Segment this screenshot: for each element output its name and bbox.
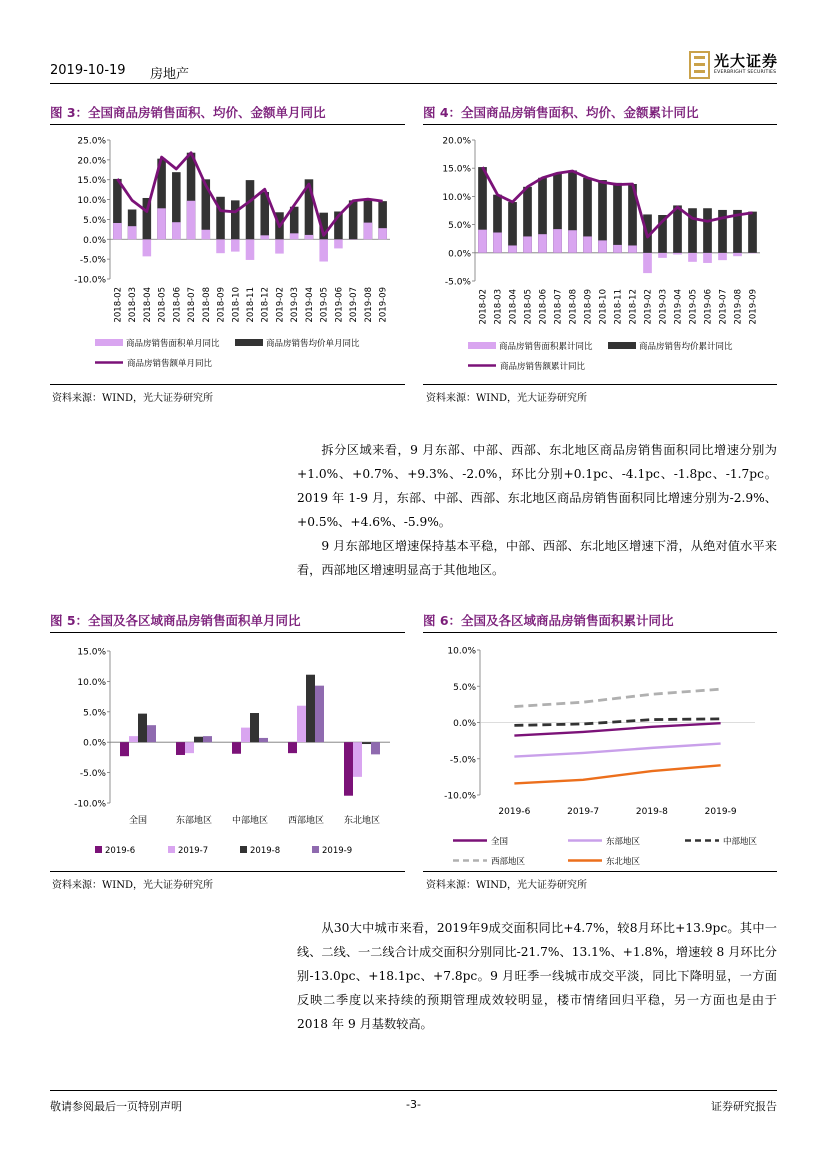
fig4-x-tick-label: 2018-09 xyxy=(583,289,594,325)
fig4-bar xyxy=(583,236,592,252)
fig6-x-tick-label: 2019-6 xyxy=(498,807,531,817)
fig5-legend-swatch xyxy=(240,846,247,853)
fig5-y-tick-label: -10.0% xyxy=(74,799,106,810)
figure5-chart xyxy=(50,636,405,872)
figure3-bottom-rule xyxy=(50,384,405,385)
fig3-x-tick-label: 2018-07 xyxy=(187,287,198,323)
figure4-chart xyxy=(423,128,777,383)
fig3-bar xyxy=(246,180,255,239)
fig6-line-series xyxy=(514,744,720,757)
fig3-y-tick-label: -10.0% xyxy=(74,275,106,286)
fig3-x-tick-label: 2018-10 xyxy=(231,287,242,323)
fig6-x-tick-label: 2019-9 xyxy=(704,807,737,817)
fig5-legend-label: 2019-9 xyxy=(322,846,353,856)
fig3-bar xyxy=(334,239,343,248)
fig4-x-tick-label: 2019-04 xyxy=(673,289,684,325)
fig5-legend-swatch xyxy=(95,846,102,853)
fig5-bar xyxy=(362,742,371,744)
fig3-x-tick-label: 2018-11 xyxy=(246,287,256,323)
logo-mark-icon xyxy=(689,51,711,79)
fig3-bar xyxy=(172,222,181,239)
fig4-bar xyxy=(748,212,757,253)
fig3-bar xyxy=(143,239,152,256)
fig4-bar xyxy=(658,253,667,258)
fig5-bar xyxy=(120,742,129,756)
fig4-bar xyxy=(508,245,517,252)
fig5-y-tick-label: 0.0% xyxy=(83,738,106,749)
fig4-y-tick-label: 20.0% xyxy=(442,136,471,147)
fig3-bar xyxy=(113,223,122,239)
fig4-x-tick-label: 2018-11 xyxy=(613,289,624,325)
fig6-legend-label: 西部地区 xyxy=(491,857,526,867)
fig3-bar xyxy=(275,239,284,253)
fig4-x-tick-label: 2018-02 xyxy=(478,289,489,325)
fig4-bar xyxy=(568,230,577,253)
fig3-bar xyxy=(246,239,255,260)
fig3-bar xyxy=(290,233,299,239)
fig4-bar xyxy=(643,253,652,273)
fig5-x-tick-label: 中部地区 xyxy=(231,816,269,826)
fig3-y-tick-label: 25.0% xyxy=(77,136,106,147)
fig4-bar xyxy=(673,205,682,252)
fig4-bar xyxy=(493,232,502,252)
fig3-bar xyxy=(202,230,211,240)
fig3-bar xyxy=(216,239,225,253)
fig3-x-tick-label: 2019-07 xyxy=(349,287,360,323)
fig6-line-series xyxy=(514,765,720,783)
fig3-bar xyxy=(260,235,269,239)
report-sector: 房地产 xyxy=(150,67,190,82)
fig3-bar xyxy=(157,208,166,239)
fig5-bar xyxy=(288,742,297,753)
page-number: -3- xyxy=(406,1098,421,1111)
fig3-y-tick-label: 20.0% xyxy=(77,156,106,167)
paragraph-regional-summary: 9 月东部地区增速保持基本平稳，中部、西部、东北地区增速下滑，从绝对值水平来看，西部地区增速明显高于其他地区。 xyxy=(297,539,777,577)
figure6-bottom-rule xyxy=(423,871,777,872)
fig4-bar xyxy=(628,245,637,252)
fig3-bar xyxy=(128,226,137,239)
fig5-bar xyxy=(185,742,194,753)
fig3-bar xyxy=(305,235,314,239)
fig3-legend-swatch xyxy=(235,339,263,346)
fig3-y-tick-label: 10.0% xyxy=(77,196,106,207)
fig5-bar xyxy=(250,713,259,742)
figure3-title: 图 3：全国商品房销售面积、均价、金额单月同比 xyxy=(50,105,326,120)
fig4-bar xyxy=(688,253,697,262)
fig4-legend-swatch xyxy=(608,342,636,349)
fig6-legend-label: 东部地区 xyxy=(606,837,641,847)
fig3-x-tick-label: 2019-09 xyxy=(378,287,389,323)
fig5-legend-swatch xyxy=(168,846,175,853)
fig3-bar xyxy=(378,228,387,239)
fig4-x-tick-label: 2019-08 xyxy=(733,289,744,325)
fig5-legend-label: 2019-8 xyxy=(250,846,281,856)
fig4-bar xyxy=(613,183,622,253)
figure4-bottom-rule xyxy=(423,384,777,385)
figure6-title: 图 6：全国及各区域商品房销售面积累计同比 xyxy=(423,613,674,628)
fig3-bar xyxy=(231,239,240,251)
fig3-legend-label: 商品房销售额单月同比 xyxy=(127,359,213,369)
fig5-bar xyxy=(194,737,203,742)
fig4-bar xyxy=(508,202,517,253)
fig4-bar xyxy=(553,229,562,253)
paragraph-city-analysis: 从30大中城市来看，2019年9成交面积同比+4.7%，较8月环比+13.9pc。其中一线、二线、一二线合计成交面积分别同比-21.7%、13.1%、+1.8%，增速较 8 月环比分别-13.0pc、+18.1pc、+7.8pc。9 月旺季一线城市成交平淡，同比下降明显，一方面反映二季度以来持续的预期管理成效较明显，楼市情绪回归平稳，另一方面也是由于 2018 年 9 月基数较高。 xyxy=(297,921,777,1031)
fig4-x-tick-label: 2018-06 xyxy=(538,289,549,325)
fig3-x-tick-label: 2018-09 xyxy=(216,287,227,323)
fig5-bar xyxy=(176,742,185,755)
logo-english-name: EVERBRIGHT SECURITIES xyxy=(714,70,777,75)
fig4-x-tick-label: 2019-07 xyxy=(718,289,729,325)
footer-disclaimer: 敬请参阅最后一页特别声明 xyxy=(50,1100,182,1113)
figure3-chart xyxy=(50,128,405,383)
figure6-source: 资料来源：WIND，光大证券研究所 xyxy=(426,880,587,891)
fig4-legend-swatch xyxy=(468,342,496,349)
fig5-y-tick-label: 10.0% xyxy=(77,677,106,688)
fig3-legend-swatch xyxy=(95,339,123,346)
fig4-x-tick-label: 2018-08 xyxy=(568,289,579,325)
fig3-bar xyxy=(231,200,240,239)
fig5-x-tick-label: 东部地区 xyxy=(175,816,213,826)
fig5-bar xyxy=(306,675,315,742)
fig3-bar xyxy=(319,239,328,261)
fig4-y-tick-label: 10.0% xyxy=(442,192,471,203)
fig4-bar xyxy=(703,208,712,253)
fig5-bar xyxy=(203,736,212,742)
paragraph-regional-analysis: 拆分区域来看，9 月东部、中部、西部、东北地区商品房销售面积同比增速分别为+1.0%、+0.7%、+9.3%、-2.0%，环比分别+0.1pc、-4.1pc、-1.8pc、-1.7pc。2019 年 1-9 月，东部、中部、西部、东北地区商品房销售面积同比增速分别为-2.9%、+0.5%、+4.6%、-5.9%。 xyxy=(297,443,777,529)
fig3-x-tick-label: 2018-06 xyxy=(172,287,183,323)
fig6-y-tick-label: -10.0% xyxy=(444,791,476,802)
fig3-y-tick-label: 0.0% xyxy=(83,235,106,246)
figure5-bottom-rule xyxy=(50,871,405,872)
fig3-x-tick-label: 2019-05 xyxy=(319,287,330,323)
fig4-x-tick-label: 2018-04 xyxy=(508,289,519,325)
fig4-y-tick-label: 5.0% xyxy=(448,221,471,232)
fig4-bar xyxy=(613,245,622,253)
fig5-bar xyxy=(353,742,362,777)
fig5-bar xyxy=(232,742,241,754)
fig4-bar xyxy=(718,253,727,260)
fig4-legend-label: 商品房销售均价累计同比 xyxy=(639,342,733,352)
fig4-x-tick-label: 2019-06 xyxy=(703,289,714,325)
fig3-x-tick-label: 2019-04 xyxy=(304,287,315,323)
fig4-y-tick-label: 0.0% xyxy=(448,249,471,260)
fig5-x-tick-label: 全国 xyxy=(128,816,148,826)
fig4-bar xyxy=(673,253,682,255)
fig3-x-tick-label: 2018-05 xyxy=(157,287,168,323)
fig5-bar xyxy=(259,738,268,742)
fig6-y-tick-label: 0.0% xyxy=(453,719,476,729)
fig4-bar xyxy=(733,253,742,256)
fig3-bar xyxy=(349,200,358,239)
fig5-legend-label: 2019-7 xyxy=(178,846,209,856)
figure6-chart xyxy=(423,636,777,872)
fig4-bar xyxy=(598,240,607,252)
fig4-x-tick-label: 2018-07 xyxy=(553,289,564,325)
fig6-legend-label: 东北地区 xyxy=(606,857,641,867)
fig3-x-tick-label: 2018-08 xyxy=(201,287,212,323)
fig4-x-tick-label: 2018-12 xyxy=(628,289,639,325)
fig5-y-tick-label: 15.0% xyxy=(77,647,106,658)
fig3-x-tick-label: 2018-12 xyxy=(260,287,271,323)
figure5-source: 资料来源：WIND，光大证券研究所 xyxy=(52,880,213,891)
fig5-bar xyxy=(129,736,138,742)
fig6-x-tick-label: 2019-8 xyxy=(635,807,668,817)
fig3-legend-label: 商品房销售面积单月同比 xyxy=(126,339,220,349)
fig5-bar xyxy=(344,742,353,796)
fig4-x-tick-label: 2018-05 xyxy=(523,289,534,325)
figure5-top-rule xyxy=(50,632,405,633)
fig5-x-tick-label: 西部地区 xyxy=(287,816,325,826)
figure5-title: 图 5：全国及各区域商品房销售面积单月同比 xyxy=(50,613,301,628)
fig6-legend-label: 全国 xyxy=(491,837,509,847)
fig4-bar xyxy=(478,230,487,253)
figure4-source: 资料来源：WIND，光大证券研究所 xyxy=(426,393,587,404)
fig4-x-tick-label: 2018-10 xyxy=(598,289,609,325)
footer-rule xyxy=(50,1090,777,1091)
fig6-y-tick-label: 5.0% xyxy=(453,682,476,693)
fig3-y-tick-label: -5.0% xyxy=(79,255,106,266)
fig3-y-tick-label: 5.0% xyxy=(83,215,106,226)
fig5-y-tick-label: -5.0% xyxy=(79,769,106,780)
fig3-bar xyxy=(364,223,373,240)
fig4-y-tick-label: -5.0% xyxy=(444,277,471,288)
fig3-y-tick-label: 15.0% xyxy=(77,176,106,187)
figure6-top-rule xyxy=(423,632,777,633)
fig4-x-tick-label: 2019-03 xyxy=(658,289,669,325)
fig3-x-tick-label: 2018-02 xyxy=(113,287,124,323)
fig4-x-tick-label: 2019-05 xyxy=(688,289,699,325)
fig5-bar xyxy=(138,714,147,743)
figure4-title: 图 4：全国商品房销售面积、均价、金额累计同比 xyxy=(423,105,699,120)
fig3-x-tick-label: 2019-03 xyxy=(290,287,301,323)
fig6-line-series xyxy=(514,689,720,706)
fig5-bar xyxy=(371,742,380,754)
fig6-y-tick-label: 10.0% xyxy=(447,646,476,657)
fig4-bar xyxy=(748,253,757,254)
fig4-bar xyxy=(538,234,547,253)
header-rule xyxy=(50,83,777,84)
fig5-bar xyxy=(297,706,306,742)
fig3-x-tick-label: 2019-02 xyxy=(275,287,286,323)
report-date: 2019-10-19 xyxy=(50,63,126,78)
fig4-bar xyxy=(523,236,532,252)
figure3-source: 资料来源：WIND，光大证券研究所 xyxy=(52,393,213,404)
figure3-top-rule xyxy=(50,124,405,125)
fig5-legend-label: 2019-6 xyxy=(105,846,136,856)
fig5-bar xyxy=(315,686,324,743)
fig5-bar xyxy=(241,728,250,743)
logo-name: 光大证券 xyxy=(714,52,779,70)
fig3-x-tick-label: 2019-08 xyxy=(363,287,374,323)
fig5-bar xyxy=(147,725,156,742)
fig6-legend-label: 中部地区 xyxy=(723,837,758,847)
figure4-top-rule xyxy=(423,124,777,125)
fig4-x-tick-label: 2019-02 xyxy=(643,289,654,325)
fig5-x-tick-label: 东北地区 xyxy=(343,816,381,826)
fig5-y-tick-label: 5.0% xyxy=(83,708,106,719)
fig3-bar xyxy=(187,201,196,240)
company-logo xyxy=(689,51,781,81)
footer-report-type: 证券研究报告 xyxy=(711,1100,777,1113)
fig3-x-tick-label: 2019-06 xyxy=(334,287,345,323)
fig4-y-tick-label: 15.0% xyxy=(442,164,471,175)
fig3-x-tick-label: 2018-04 xyxy=(142,287,153,323)
fig4-bar xyxy=(703,253,712,263)
fig3-x-tick-label: 2018-03 xyxy=(128,287,139,323)
fig6-y-tick-label: -5.0% xyxy=(449,755,476,766)
fig3-legend-label: 商品房销售均价单月同比 xyxy=(266,339,360,349)
fig5-legend-swatch xyxy=(312,846,319,853)
fig4-legend-label: 商品房销售额累计同比 xyxy=(500,362,586,372)
fig6-x-tick-label: 2019-7 xyxy=(567,807,600,817)
fig4-x-tick-label: 2018-03 xyxy=(493,289,504,325)
fig3-bar xyxy=(349,239,358,240)
fig4-x-tick-label: 2019-09 xyxy=(748,289,759,325)
fig4-legend-label: 商品房销售面积累计同比 xyxy=(499,342,593,352)
